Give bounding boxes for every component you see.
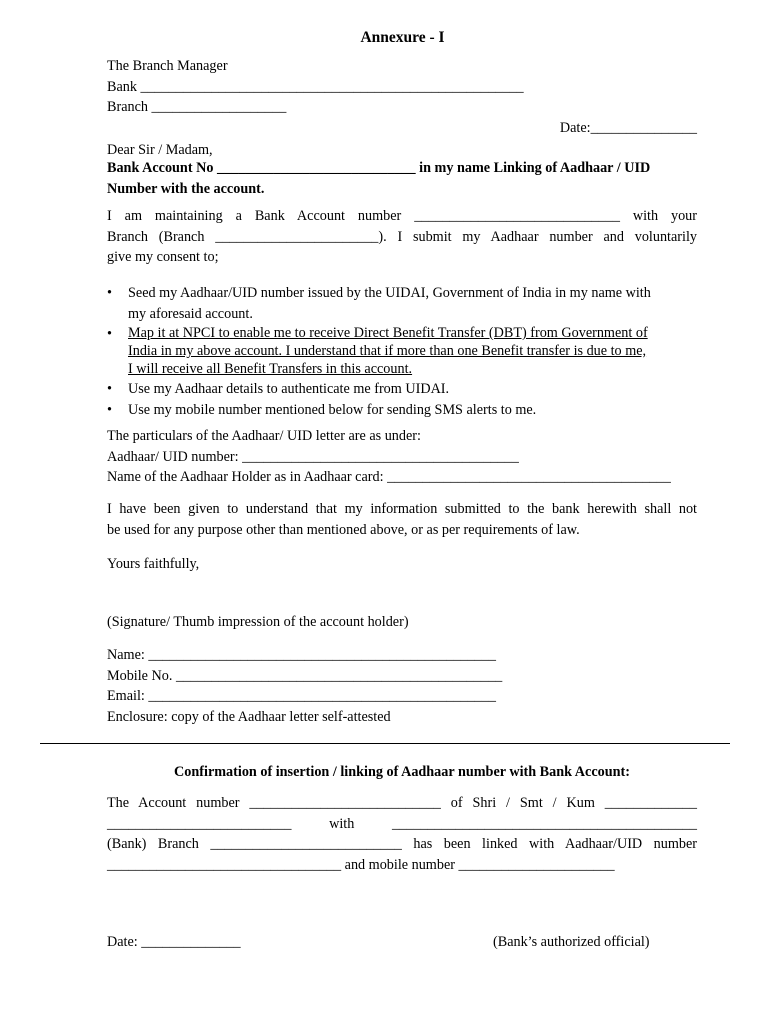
email-field: Email: _________________________________________________ [107,688,496,704]
list-item [107,324,697,379]
closing-text: Yours faithfully, [107,556,200,572]
aadhaar-holder-name-field: Name of the Aadhaar Holder as in Aadhaar card: ________________________________________ [107,469,671,485]
confirmation-line-2: __________________________ with ___________________________________________ [107,815,697,832]
confirmation-line-1: The Account number ___________________________ of Shri / Smt / Kum _____________ [107,795,697,811]
address-line-branch: Branch ___________________ [107,99,287,115]
bullet-marker: • [107,326,112,342]
intro-line-3: give my consent to; [107,249,219,265]
intro-paragraph [107,206,697,268]
aadhaar-number-field: Aadhaar/ UID number: _______________________________________ [107,448,519,465]
signature-caption: (Signature/ Thumb impression of the account holder) [107,614,409,630]
particulars-heading: The particulars of the Aadhaar/ UID letter are as under: [107,428,421,444]
bullet-3-line: Use my Aadhaar details to authenticate me from UIDAI. [128,381,450,397]
address-line-bank: Bank ______________________________________________________ [107,78,524,95]
list-item [107,283,697,324]
date-field: Date:_______________ [559,120,697,136]
name-field: Name: _________________________________________________ [107,647,496,663]
subject-block [107,158,697,199]
bullet-2-line-3: I will receive all Benefit Transfers in this account. [128,361,413,377]
bullet-1-line-1: Seed my Aadhaar/UID number issued by the UIDAI, Government of India in my name with [128,285,651,301]
declaration-line-1: I have been given to understand that my information submitted to the bank herewith shall not [107,501,697,517]
holder-fields [107,645,697,727]
subject-line-1: Bank Account No ____________________________ in my name Linking of Aadhaar / UID [107,160,651,176]
confirmation-date-field: Date: ______________ [107,934,241,950]
list-item [107,400,697,421]
bullet-1-line-2: my aforesaid account. [128,305,253,322]
bullet-marker: • [107,381,112,397]
bullet-2-line-2: India in my above account. I understand that if more than one Benefit transfer is due to me, [128,343,647,359]
consent-list [107,283,697,420]
bullet-4-line: Use my mobile number mentioned below for sending SMS alerts to me. [128,401,537,418]
bank-official-caption: (Bank’s authorized official) [493,934,650,950]
salutation: Dear Sir / Madam, [107,142,213,158]
page-title: Annexure - I [360,29,445,46]
section-divider [40,743,730,744]
confirmation-block [107,793,697,875]
list-item [107,379,697,400]
subject-line-2: Number with the account. [107,180,265,197]
address-line-manager: The Branch Manager [107,58,228,74]
particulars-block [107,426,697,488]
address-block [107,56,697,118]
mobile-field: Mobile No. ______________________________________________ [107,667,503,684]
bullet-marker: • [107,285,112,301]
confirmation-line-3: (Bank) Branch ___________________________ has been linked with Aadhaar/UID number [107,836,697,852]
declaration-paragraph [107,499,697,541]
intro-line-2: Branch (Branch _______________________). I submit my Aadhaar number and voluntarily [107,228,697,245]
confirmation-line-4: _________________________________ and mobile number ______________________ [107,856,615,873]
declaration-line-2: be used for any purpose other than mentioned above, or as per requirements of law. [107,522,580,538]
confirmation-title: Confirmation of insertion / linking of Aadhaar number with Bank Account: [174,764,630,780]
bullet-2-line-1: Map it at NPCI to enable me to receive Direct Benefit Transfer (DBT) from Government of [128,325,648,341]
intro-line-1: I am maintaining a Bank Account number _____________________________ with your [107,208,697,224]
enclosure-note: Enclosure: copy of the Aadhaar letter self-attested [107,708,391,725]
bullet-marker: • [107,401,112,418]
